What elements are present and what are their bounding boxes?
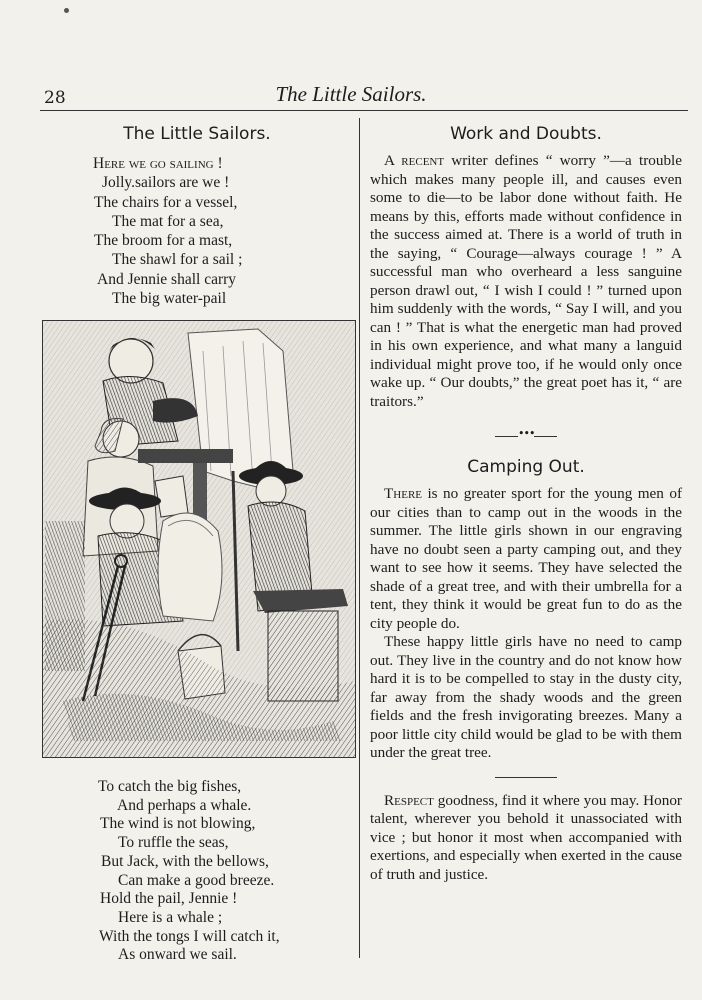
section-rule [495, 777, 557, 778]
ink-mark [64, 8, 69, 13]
poem-line: The wind is not blowing, [100, 815, 256, 833]
poem-line: To ruffle the seas, [118, 834, 229, 852]
poem-line: Here we go sailing ! [93, 155, 223, 172]
poem-line: But Jack, with the bellows, [101, 852, 269, 870]
camping-out-paragraph-2: These happy little girls have no need to camp out. They live in the country and do not know how hard it is to be compelled to stay in the dusty city, far away from the shady woods and the green fields and the fresh invigorating breezes. Many a poor little city child would be glad to be with them under the great tree. [370, 633, 682, 761]
running-title: The Little Sailors. [275, 82, 427, 106]
poem-line: With the tongs I will catch it, [99, 927, 280, 945]
poem-line: The broom for a mast, [94, 232, 233, 250]
poem-line: And perhaps a whale. [117, 796, 252, 814]
poem-line: The shawl for a sail ; [112, 251, 243, 269]
poem-line: And Jennie shall carry [97, 270, 237, 288]
poem-line: Hold the pail, Jennie ! [100, 890, 238, 908]
poem-stanza-2 [40, 778, 354, 965]
section-title-work-and-doubts: Work and Doubts. [450, 124, 602, 144]
engraving-illustration [42, 320, 356, 758]
poem-line: The chairs for a vessel, [94, 193, 238, 211]
poem-line: The mat for a sea, [112, 212, 224, 230]
poem-line: The big water-pail [112, 290, 227, 308]
poem-line: Here is a whale ; [118, 908, 223, 926]
poem-title: The Little Sailors. [123, 124, 271, 144]
left-column [40, 118, 354, 964]
header-rule [40, 110, 688, 111]
poem-line: Can make a good breeze. [118, 871, 275, 889]
ornamental-divider: ••• [495, 433, 557, 441]
work-and-doubts-paragraph: A recent writer defines “ worry ”—a trouble which makes many people ill, and causes even some to die—to be labor done without faith. He means by this, efforts made without confidence in the success aimed at. There is a world of truth in the saying, “ Courage—always courage ! ” A successful man who overheard a less sanguine person drawl out, “ I wish I could ! ” turned upon him suddenly with the words, “ Say I will, and you can ! ” That is what the energetic man had proved in his own experience, and what many a languid individual might prove too, if he would only once wake up. “ Our doubts,” the great poet has it, “ are traitors.” [370, 152, 682, 410]
camping-out-paragraph-1: There is no greater sport for the young men of our cities than to camp out in the woods in the summer. The little girls shown in our engraving have no doubt seen a party camping out, and they want to see how it seems. They have selected the shade of a great tree, and with their umbrella for a tent, they think it would be great fun to do as the city people do. [370, 485, 682, 632]
respect-paragraph: Respect goodness, find it where you may. Honor talent, wherever you behold it unassociated with vice ; but honor it most when accompanied with exertions, and especially when exerted in the cause of truth and justice. [370, 791, 682, 883]
poem-stanza-1 [40, 154, 354, 308]
poem-line: Jolly.sailors are we ! [102, 174, 230, 192]
poem-line: As onward we sail. [118, 946, 237, 964]
poem-line: To catch the big fishes, [98, 778, 242, 795]
section-title-camping-out: Camping Out. [467, 457, 585, 477]
column-rule [359, 118, 360, 958]
children-playing-engraving [43, 321, 355, 757]
right-column [370, 118, 682, 884]
page-number: 28 [44, 88, 66, 108]
